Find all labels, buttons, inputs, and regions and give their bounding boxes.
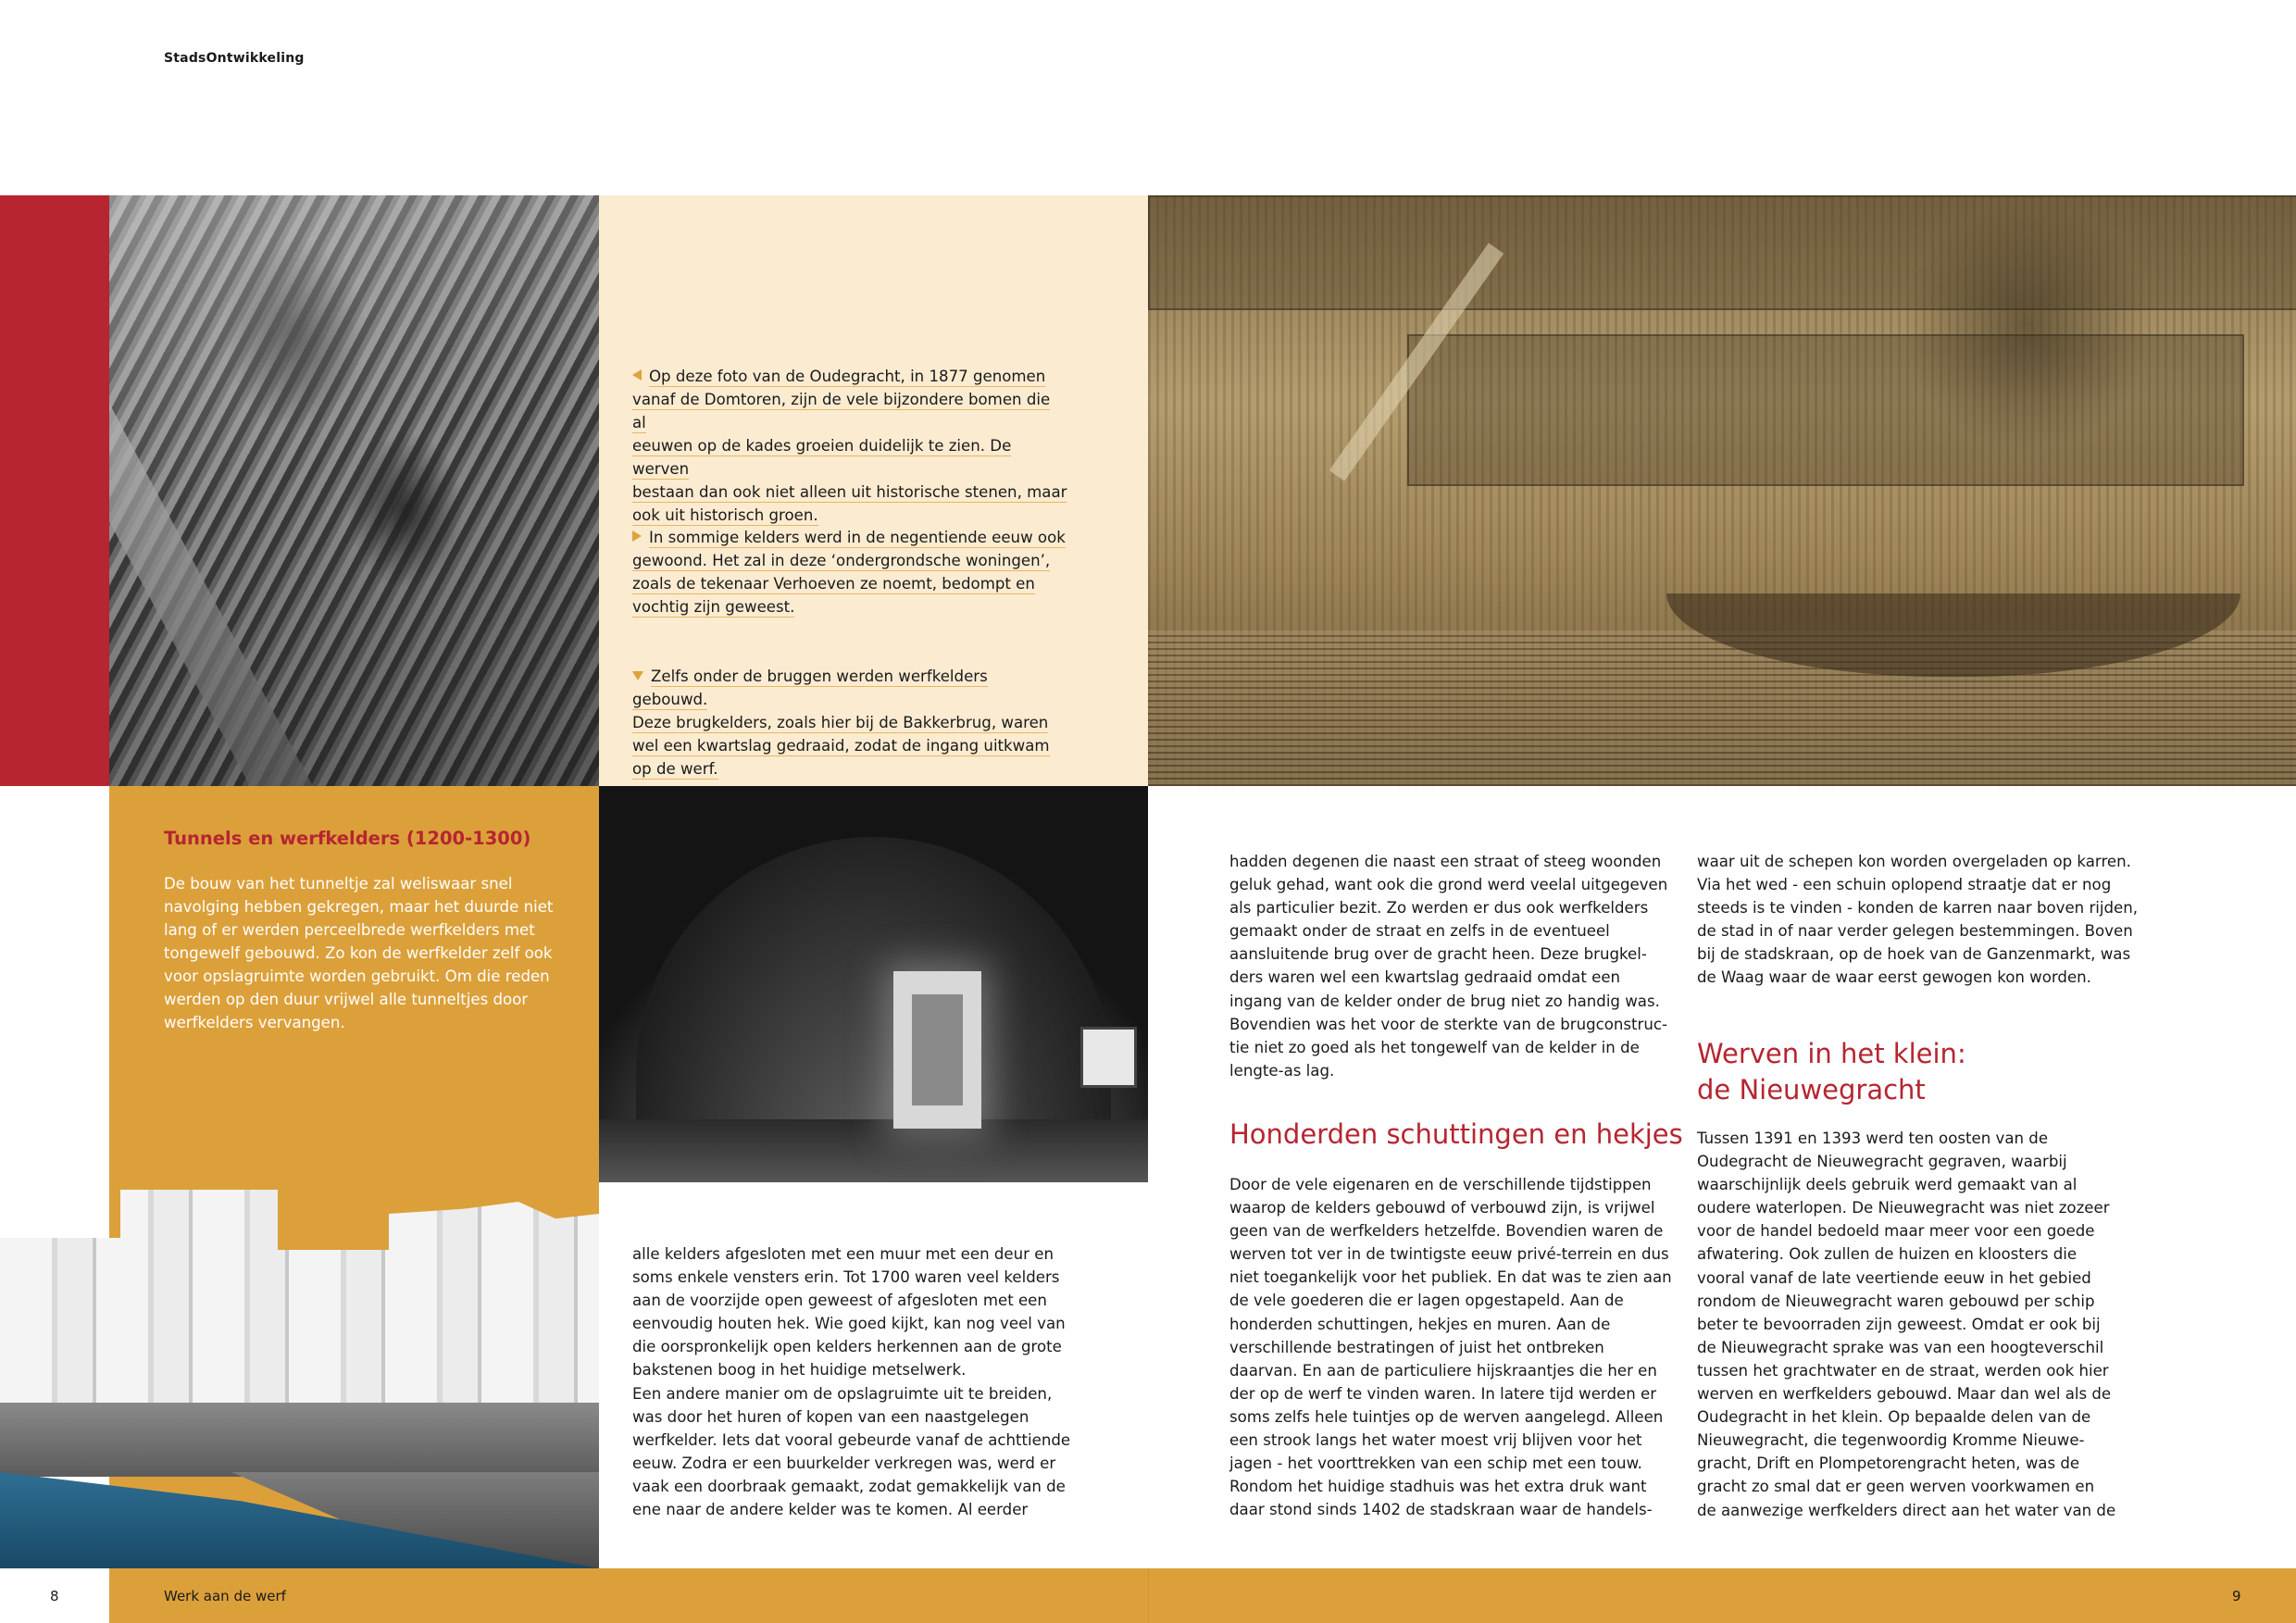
caption-3: Zelfs onder de bruggen werden werfkelders gebouwd. Deze brugkelders, zoals hier bij de Bakkerbrug, waren wel een kwartslag gedraaid, zodat de ingang uitkwam op de werf. [632,668,1050,778]
body-column-2-continued: Door de vele eigenaren en de verschillende tijdstippen waarop de kelders gebouwd of verbouwd zijn, is vrijwel geen van de werfkelders hetzelfde. Bovendien waren de werven tot ver in de twintigste eeuw privé-terrein en dus niet toegankelijk voor het publiek. En dat was te zien aan de vele goederen die er lagen opgestapeld. Aan de honderden schuttingen, hekjes en muren. Aan de verschillende bestratingen of juist het ontbreken daarvan. En aan de particuliere hijskraantjes die her en der op de werf te vinden waren. In latere tijd werden er soms zelfs hele tuintjes op de werven aangelegd. Alleen een strook langs het water moest vrij blijven voor het jagen - het voorttrekken van een schip met een touw. Rondom het huidige stadhuis was het extra druk want daar stond sinds 1402 de stadskraan waar de handels- [1229,1176,1672,1519]
heading-schuttingen: Honderden schuttingen en hekjes [1229,1118,1683,1150]
vaulted-cellar-photo [599,786,1148,1182]
cellar-drawing-verhoeven [1148,195,2296,786]
arrow-down-icon [632,671,643,680]
sidebar-body: De bouw van het tunneltje zal weliswaar snel navolging hebben gekregen, maar het duurde niet lang of er werden perceelbrede werfkelders met tongewelf gebouwd. Zo kon de werfkelder zelf ook voor opslagruimte worden gebruikt. Om die reden werden op den duur vrijwel alle tunneltjes door werfkelders vervangen. [164,875,554,1031]
footer-bar [109,1568,2296,1623]
caption-panel [599,195,1148,786]
red-accent-bar [0,195,109,786]
aerial-photo-oudegracht [109,195,599,786]
body-column-2: hadden degenen die naast een straat of steeg woonden geluk gehad, want ook die grond werd veelal uitgegeven als particulier bezit. Zo werden er dus ook werfkelders gemaakt onder de straat en zelfs in de eventueel aansluitende brug over de gracht heen. Deze brugkel- ders waren wel een kwartslag gedraaid omdat een ingang van de kelder onder de brug niet zo handig was. Bovendien was het voor de sterkte van de brugconstruc- tie niet zo goed als het tongewelf van de kelder in de lengte-as lag. [1229,853,1668,1080]
body-column-3: waar uit de schepen kon worden overgeladen op karren. Via het wed - een schuin oplopend straatje dat er nog steeds is te vinden - konden de karren naar boven rijden, de stad in of naar verder gelegen bestemmingen. Boven bij de stadskraan, op de hoek van de Ganzenmarkt, was de Waag waar de waar eerst gewogen kon worden. [1697,853,2139,987]
arrow-right-icon [632,531,642,542]
caption-1: Op deze foto van de Oudegracht, in 1877 genomen vanaf de Domtoren, zijn de vele bijzondere bomen die al eeuwen op de kades groeien duidelijk te zien. De werven bestaan dan ook niet alleen uit historische stenen, maar ook uit historisch groen. [632,368,1067,524]
body-column-1: alle kelders afgesloten met een muur met een deur en soms enkele vensters erin. Tot 1700 waren veel kelders aan de voorzijde open geweest of afgesloten met een eenvoudig houten hek. Wie goed kijkt, kan nog veel van die oorspronkelijk open kelders herkennen aan de grote bakstenen boog in het huidige metselwerk. Een andere manier om de opslagruimte uit te breiden, was door het huren of kopen van een naastgelegen werfkelder. Iets dat vooral gebeurde vanaf de achttiende eeuw. Zodra er een buurkelder verkregen was, werd er vaak een doorbraak gemaakt, zodat gemakkelijk van de ene naar de andere kelder was te komen. Al eerder [632,1245,1071,1519]
arrow-left-icon [632,369,642,381]
sidebar-title: Tunnels en werfkelders (1200-1300) [164,828,531,849]
footer-divider [1148,1568,1149,1623]
footer-title: Werk aan de werf [164,1588,286,1604]
body-column-3-continued: Tussen 1391 en 1393 werd ten oosten van de Oudegracht de Nieuwegracht gegraven, waarbij waarschijnlijk deels gebruik werd gemaakt van al oudere waterlopen. De Nieuwegracht was niet zozeer voor de handel bedoeld maar meer voor een goede afwatering. Ook zullen de huizen en kloosters die vooral vanaf de late veertiende eeuw in het gebied rondom de Nieuwegracht waren gebouwd per schip beter te bevoorraden zijn geweest. Omdat er ook bij de Nieuwegracht sprake was van een hoogteverschil tussen het grachtwater en de straat, werden ook hier werven en werfkelders gebouwd. Maar dan wel als de Oudegracht in het klein. Op bepaalde delen van de Nieuwegracht, die tegenwoordig Kromme Nieuwe- gracht, Drift en Plompetorengracht heten, was de gracht zo smal dat er geen werven voorkwamen en de aanwezige werfkelders direct aan het water van de [1697,1130,2116,1519]
heading-nieuwegracht: Werven in het klein: de Nieuwegracht [1697,1038,1966,1105]
page-number-right: 9 [2232,1588,2241,1604]
page-number-left: 8 [50,1588,59,1604]
caption-2: In sommige kelders werd in de negentiende eeuw ook gewoond. Het zal in deze ‘ondergrondsche woningen’, zoals de tekenaar Verhoeven ze noemt, bedompt en vochtig zijn geweest. [632,529,1066,616]
running-header: StadsOntwikkeling [164,51,305,66]
wharf-model-image [0,1153,599,1568]
